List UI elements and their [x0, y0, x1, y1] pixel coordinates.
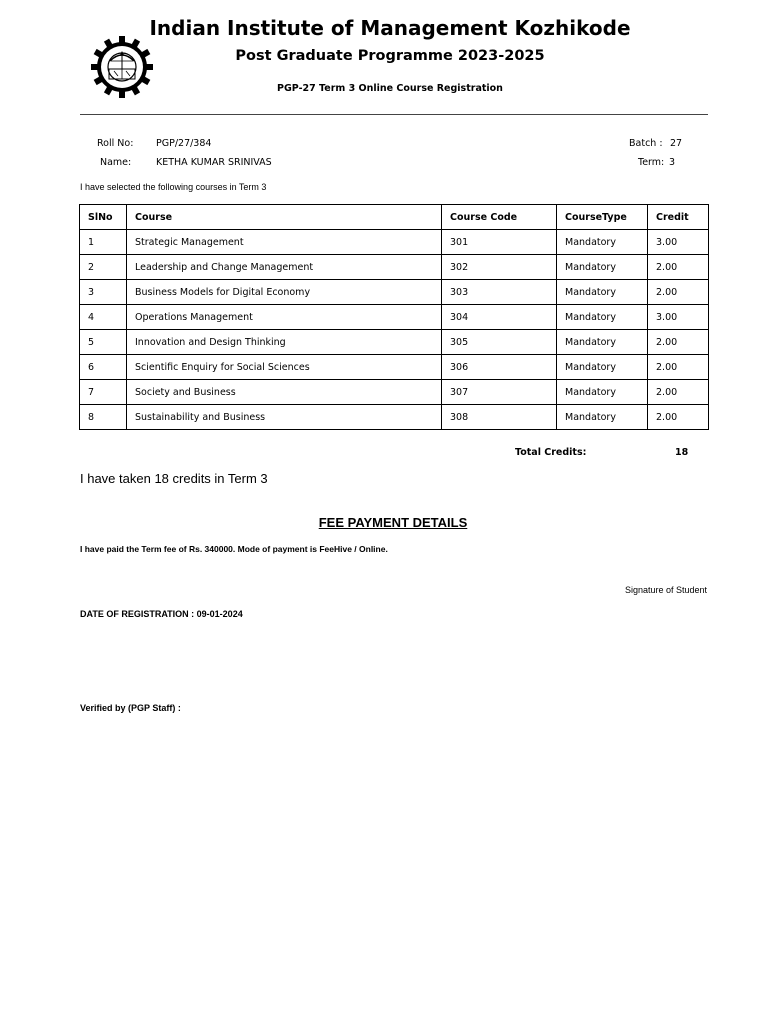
total-credits-value: 18	[675, 447, 689, 458]
course-intro-text: I have selected the following courses in Term 3	[80, 182, 267, 192]
cell-course-code: 303	[442, 280, 557, 305]
verified-by-label: Verified by (PGP Staff) :	[80, 703, 181, 713]
cell-course: Society and Business	[127, 380, 442, 405]
column-header-course-type: CourseType	[557, 205, 648, 230]
cell-course-code: 302	[442, 255, 557, 280]
header-divider	[80, 114, 708, 115]
column-header-credit: Credit	[648, 205, 709, 230]
cell-course-code: 305	[442, 330, 557, 355]
name-value: KETHA KUMAR SRINIVAS	[156, 157, 272, 168]
cell-course-code: 307	[442, 380, 557, 405]
term-value: 3	[669, 157, 676, 168]
table-row	[80, 405, 709, 430]
cell-slno: 4	[80, 305, 127, 330]
cell-slno: 6	[80, 355, 127, 380]
fee-payment-text: I have paid the Term fee of Rs. 340000. Mode of payment is FeeHive / Online.	[80, 544, 388, 554]
cell-slno: 5	[80, 330, 127, 355]
cell-credit: 2.00	[648, 380, 709, 405]
cell-credit: 2.00	[648, 355, 709, 380]
name-label: Name:	[100, 157, 132, 168]
cell-credit: 2.00	[648, 280, 709, 305]
credits-statement: I have taken 18 credits in Term 3	[80, 471, 268, 486]
column-header-course: Course	[127, 205, 442, 230]
cell-course-type: Mandatory	[557, 230, 648, 255]
column-header-slno: SlNo	[80, 205, 127, 230]
cell-slno: 7	[80, 380, 127, 405]
table-row	[80, 280, 709, 305]
roll-no-label: Roll No:	[97, 138, 134, 149]
cell-course-code: 306	[442, 355, 557, 380]
batch-label: Batch :	[629, 138, 663, 149]
cell-course: Innovation and Design Thinking	[127, 330, 442, 355]
batch-value: 27	[670, 138, 683, 149]
cell-course: Operations Management	[127, 305, 442, 330]
registration-date: DATE OF REGISTRATION : 09-01-2024	[80, 609, 243, 619]
cell-slno: 8	[80, 405, 127, 430]
fee-payment-heading: FEE PAYMENT DETAILS	[318, 515, 468, 530]
cell-course-type: Mandatory	[557, 280, 648, 305]
roll-no-value: PGP/27/384	[156, 138, 212, 149]
cell-credit: 3.00	[648, 305, 709, 330]
programme-title: Post Graduate Programme 2023-2025	[235, 48, 545, 64]
course-table	[79, 204, 709, 430]
table-row	[80, 305, 709, 330]
column-header-course-code: Course Code	[442, 205, 557, 230]
cell-course-type: Mandatory	[557, 405, 648, 430]
cell-credit: 3.00	[648, 230, 709, 255]
cell-course-type: Mandatory	[557, 380, 648, 405]
table-row	[80, 355, 709, 380]
cell-course: Sustainability and Business	[127, 405, 442, 430]
cell-slno: 1	[80, 230, 127, 255]
table-row	[80, 230, 709, 255]
cell-course-type: Mandatory	[557, 330, 648, 355]
cell-credit: 2.00	[648, 330, 709, 355]
cell-credit: 2.00	[648, 405, 709, 430]
table-header-row	[80, 205, 709, 230]
cell-course: Business Models for Digital Economy	[127, 280, 442, 305]
registration-title: PGP-27 Term 3 Online Course Registration	[277, 83, 503, 94]
cell-course: Strategic Management	[127, 230, 442, 255]
cell-course-code: 301	[442, 230, 557, 255]
cell-course-type: Mandatory	[557, 355, 648, 380]
cell-course-type: Mandatory	[557, 305, 648, 330]
table-row	[80, 330, 709, 355]
cell-slno: 3	[80, 280, 127, 305]
cell-credit: 2.00	[648, 255, 709, 280]
total-credits-label: Total Credits:	[515, 447, 587, 458]
table-row	[80, 255, 709, 280]
signature-label: Signature of Student	[624, 585, 707, 595]
term-label: Term:	[638, 157, 665, 168]
cell-course-code: 304	[442, 305, 557, 330]
cell-course-type: Mandatory	[557, 255, 648, 280]
cell-course: Scientific Enquiry for Social Sciences	[127, 355, 442, 380]
cell-slno: 2	[80, 255, 127, 280]
table-row	[80, 380, 709, 405]
institute-title: Indian Institute of Management Kozhikode	[149, 16, 631, 40]
cell-course-code: 308	[442, 405, 557, 430]
cell-course: Leadership and Change Management	[127, 255, 442, 280]
